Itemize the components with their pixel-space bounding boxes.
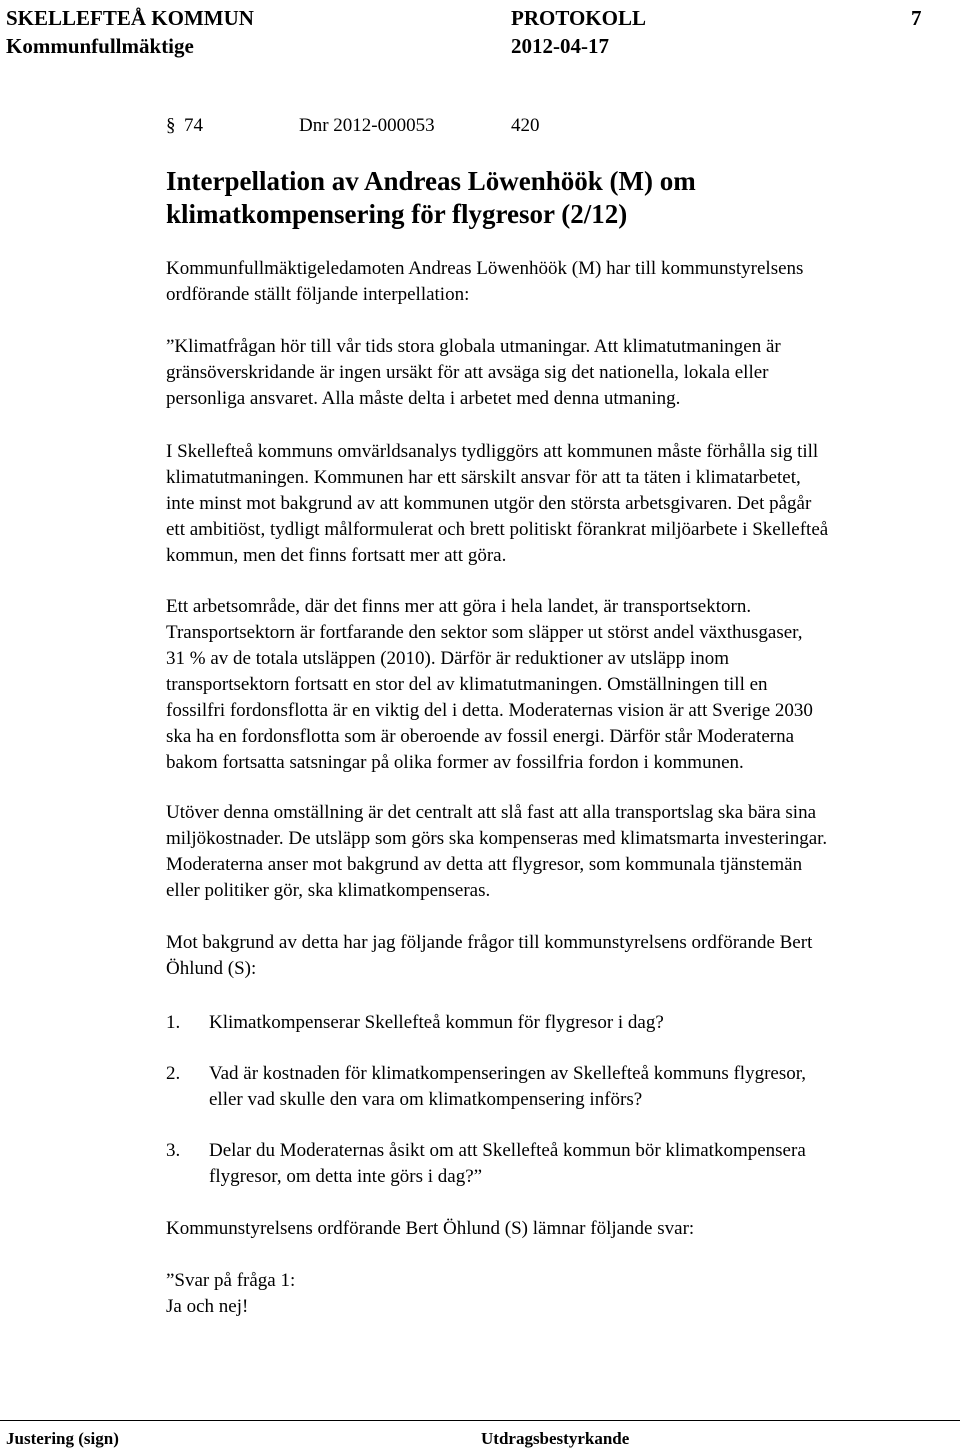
text-line: I Skellefteå kommuns omvärldsanalys tydliggörs att kommunen måste förhålla sig till — [166, 441, 819, 462]
text-line: Öhlund (S): — [166, 958, 257, 979]
answer-text — [166, 1268, 952, 1320]
text-line: klimatutmaningen. Kommunen har ett särskilt ansvar för att ta täten i klimatarbetet, — [166, 467, 801, 488]
interpellation-paragraph-1 — [166, 334, 952, 412]
question-text — [209, 1061, 806, 1113]
question-number: 1. — [166, 1012, 181, 1033]
footer-signature-label: Justering (sign) — [6, 1429, 119, 1448]
text-line: ett ambitiöst, tydligt målformulerat och brett politiskt förankrat miljöarbete i Skellefteå — [166, 519, 829, 540]
paragraph-sign: § — [166, 115, 176, 136]
text-line: inte minst mot bakgrund av att kommunen utgör den största arbetsgivaren. Det pågår — [166, 493, 812, 514]
text-line: kommun, men det finns fortsatt mer att göra. — [166, 545, 507, 566]
text-line: flygresor, om detta inte görs i dag?” — [209, 1166, 483, 1187]
text-line: ”Klimatfrågan hör till vår tids stora globala utmaningar. Att klimatutmaningen är — [166, 336, 781, 357]
title-line: Interpellation av Andreas Löwenhöök (M) om — [166, 166, 696, 196]
text-line: Delar du Moderaternas åsikt om att Skellefteå kommun bör klimatkompensera — [209, 1140, 806, 1161]
text-line: Ett arbetsområde, där det finns mer att göra i hela landet, är transportsektorn. — [166, 596, 752, 617]
text-line: transportsektorn fortsatt en stor del av klimatutmaningen. Omställningen till en — [166, 674, 768, 695]
header-date: 2012-04-17 — [511, 34, 609, 58]
header-org: SKELLEFTEÅ KOMMUN — [6, 6, 254, 30]
footer-divider — [0, 1420, 960, 1421]
paragraph-number: 74 — [184, 115, 203, 136]
text-line: Klimatkompenserar Skellefteå kommun för flygresor i dag? — [209, 1012, 664, 1033]
text-line: ordförande ställt följande interpellation: — [166, 284, 470, 305]
text-line: Utöver denna omställning är det centralt att slå fast att alla transportslag ska bära sina — [166, 802, 816, 823]
text-line: Mot bakgrund av detta har jag följande frågor till kommunstyrelsens ordförande Bert — [166, 932, 813, 953]
title-line: klimatkompensering för flygresor (2/12) — [166, 199, 628, 229]
intro-paragraph — [166, 256, 952, 308]
text-line: 31 % av de totala utsläppen (2010). Därför är reduktioner av utsläpp inom — [166, 648, 729, 669]
question-text — [209, 1138, 806, 1190]
question-number: 2. — [166, 1063, 181, 1084]
text-line: ”Svar på fråga 1: — [166, 1270, 296, 1291]
text-line: bakom fortsatta satsningar på olika former av fossilfria fordon i kommunen. — [166, 752, 744, 773]
text-line: fossilfri fordonsflotta är en viktig del i detta. Moderaternas vision är att Sverige 2030 — [166, 700, 813, 721]
case-reference — [166, 113, 952, 139]
case-code: 420 — [511, 115, 540, 136]
text-line: ska ha en fordonsflotta som är oberoende av fossil energi. Därför står Moderaterna — [166, 726, 795, 747]
text-line: Kommunfullmäktigeledamoten Andreas Löwenhöök (M) har till kommunstyrelsens — [166, 258, 804, 279]
question-number: 3. — [166, 1140, 181, 1161]
question-text — [209, 1010, 664, 1036]
text-line: personliga ansvaret. Alla måste delta i arbetet med denna utmaning. — [166, 388, 681, 409]
text-line: Moderaterna anser mot bakgrund av detta att flygresor, som kommunala tjänstemän — [166, 854, 803, 875]
text-line: eller vad skulle den vara om klimatkompensering införs? — [209, 1089, 643, 1110]
interpellation-paragraph-2 — [166, 439, 952, 569]
text-line: eller politiker gör, ska klimatkompenseras. — [166, 880, 491, 901]
answer-intro: Kommunstyrelsens ordförande Bert Öhlund (S) lämnar följande svar: — [166, 1218, 695, 1239]
text-line: Transportsektorn är fortfarande den sektor som släpper ut störst andel växthusgaser, — [166, 622, 803, 643]
page-title — [166, 165, 696, 231]
interpellation-paragraph-5 — [166, 930, 952, 982]
page-number: 7 — [911, 6, 922, 30]
text-line: miljökostnader. De utsläpp som görs ska kompenseras med klimatsmarta investeringar. — [166, 828, 828, 849]
text-line: Ja och nej! — [166, 1296, 249, 1317]
header-doc-type: PROTOKOLL — [511, 6, 646, 30]
header-body: Kommunfullmäktige — [6, 34, 194, 58]
text-line: Vad är kostnaden för klimatkompenseringen av Skellefteå kommuns flygresor, — [209, 1063, 807, 1084]
case-dnr: Dnr 2012-000053 — [299, 115, 435, 136]
interpellation-paragraph-4 — [166, 800, 952, 904]
interpellation-paragraph-3 — [166, 594, 952, 776]
text-line: gränsöverskridande är ingen ursäkt för att avsäga sig det nationella, lokala eller — [166, 362, 769, 383]
footer-certification-label: Utdragsbestyrkande — [481, 1429, 630, 1448]
